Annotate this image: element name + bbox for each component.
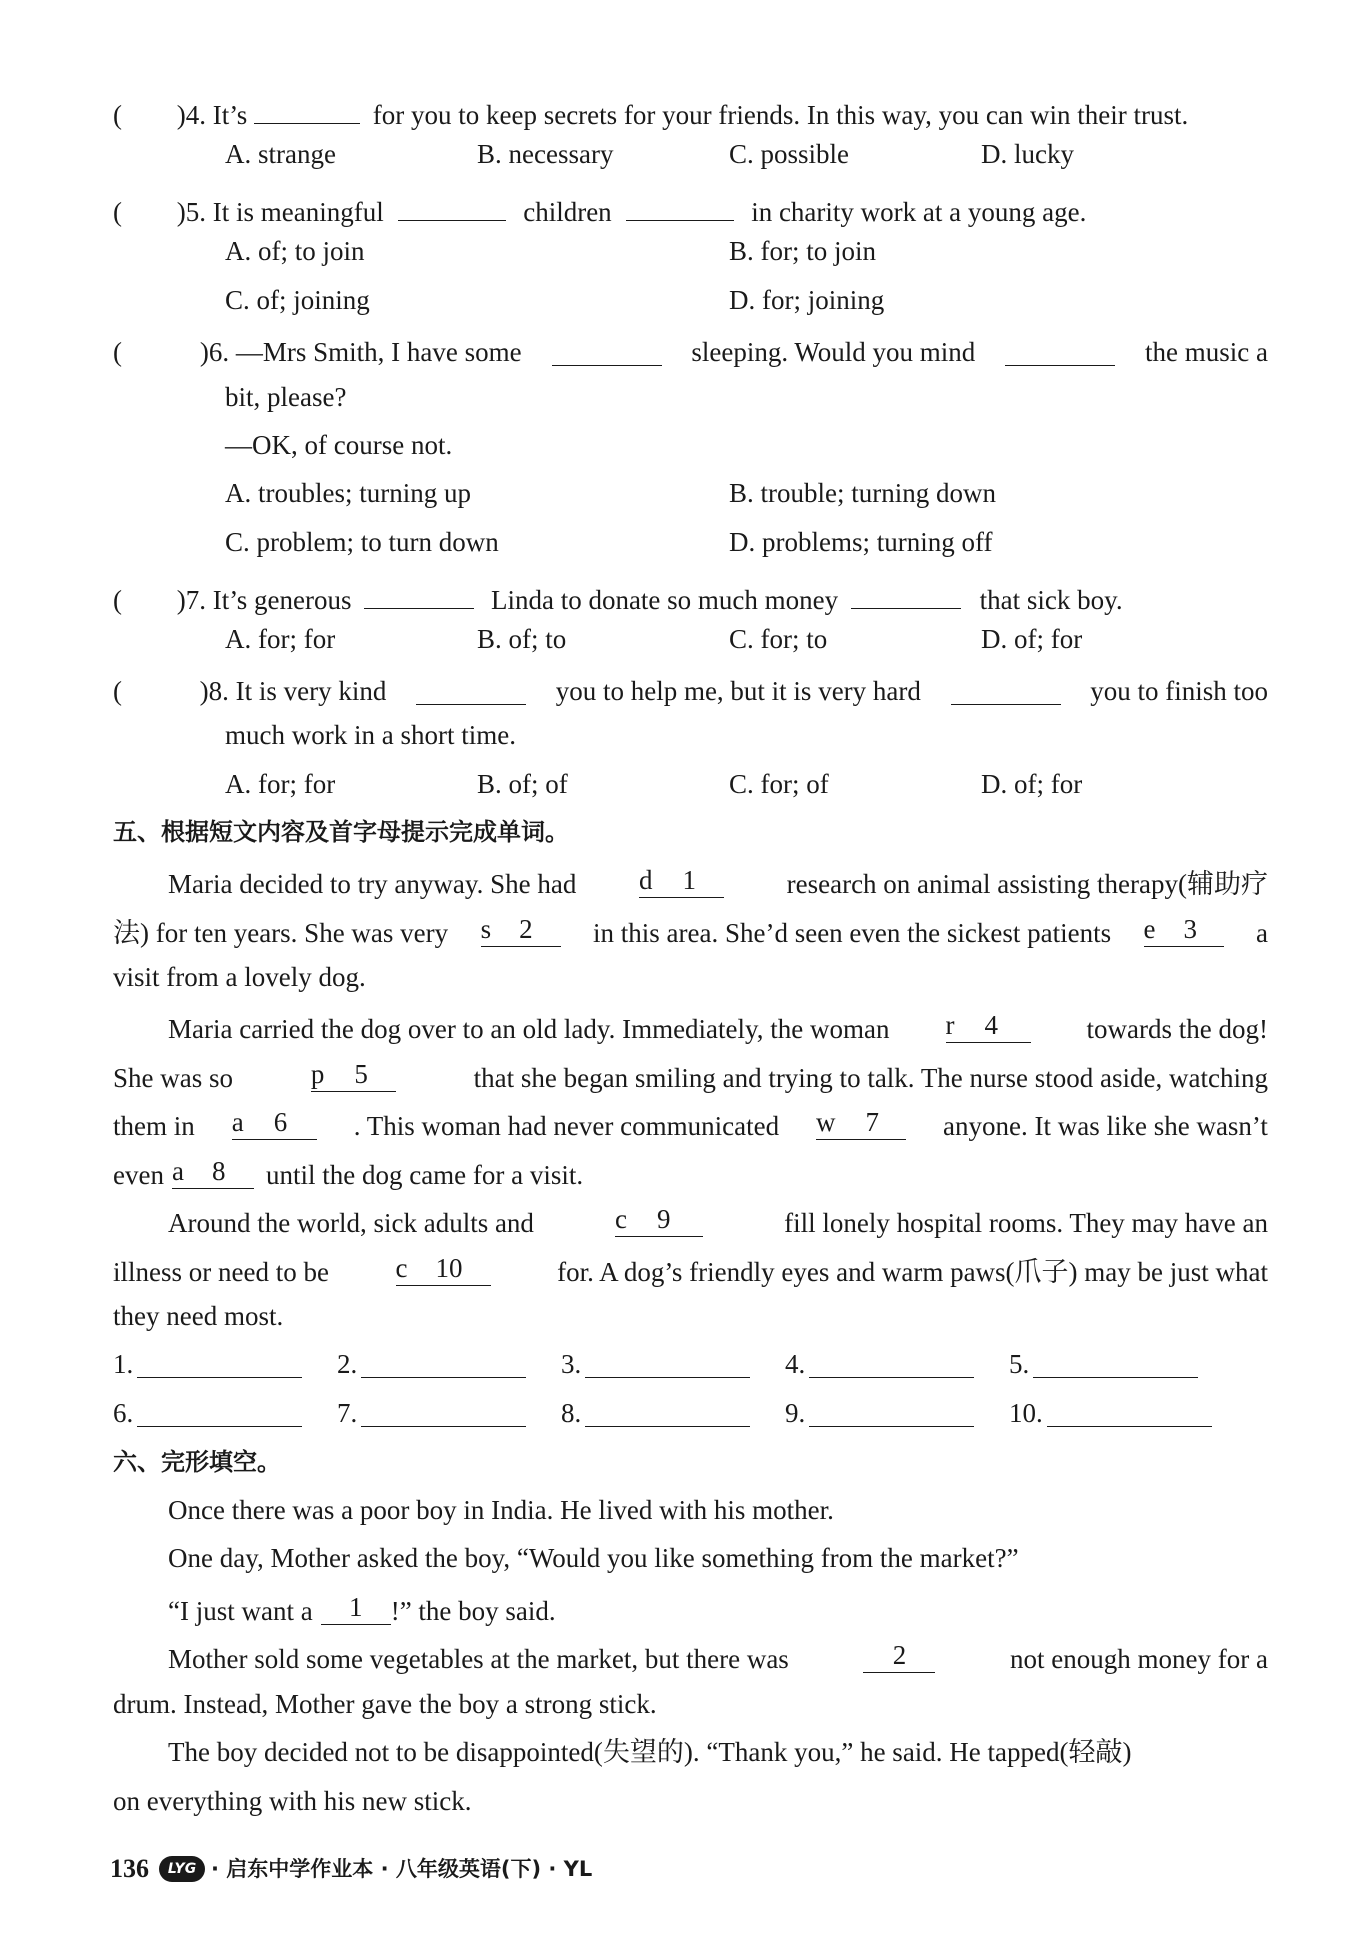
paren-open: ( [113,100,122,130]
question-stem: )8. It is very kind [199,676,387,706]
passage-line [113,1061,1268,1092]
answer-number: 8. [561,1398,582,1428]
passage-line [113,1255,1268,1286]
blank-number: 10 [435,1253,463,1283]
question-stem: )4. It’s [176,100,248,130]
passage-text: anyone. It was like she wasn’t [943,1111,1268,1141]
passage-line: The boy decided not to be disappointed(失望的). “Thank you,” he said. He tapped(轻敲) [168,1737,1132,1767]
answer-slot-6[interactable] [113,1400,302,1427]
option-b: B. necessary [477,139,614,169]
question-5 [113,190,1086,226]
cloze-blank-8[interactable] [172,1158,254,1189]
cloze-blank-2[interactable] [481,916,561,947]
hint-letter: w [816,1107,836,1137]
question-text: the music a [1145,337,1268,367]
passage-text: not enough money for a [1010,1644,1268,1674]
option-a: A. troubles; turning up [225,478,471,508]
question-8-cont: much work in a short time. [225,720,516,750]
passage-text: towards the dog! [1086,1014,1268,1044]
paren-open: ( [113,197,122,227]
option-b: B. for; to join [729,236,876,266]
question-stem: )5. It is meaningful [176,197,384,227]
passage-line [113,1109,1268,1140]
option-d: D. problems; turning off [729,527,993,557]
passage-text: fill lonely hospital rooms. They may have an [784,1208,1268,1238]
option-d: D. of; for [981,769,1083,799]
publisher-logo: LYG [159,1856,205,1882]
passage-text: Maria carried the dog over to an old lady. Immediately, the woman [168,1014,890,1044]
passage-text: until the dog came for a visit. [265,1160,584,1190]
answer-number: 1. [113,1349,134,1379]
passage-line: visit from a lovely dog. [113,962,366,992]
passage-text: Maria decided to try anyway. She had [168,869,577,899]
answer-line[interactable] [809,1400,974,1427]
option-b: B. of; of [477,769,568,799]
paren-open: ( [113,585,122,615]
answer-number: 5. [1009,1349,1030,1379]
passage-line [113,916,1268,947]
passage-text: Mother sold some vegetables at the market, but there was [168,1644,789,1674]
passage-text: them in [113,1111,195,1141]
answer-slot-7[interactable] [337,1400,526,1427]
question-text: that sick boy. [979,585,1123,615]
option-d: D. for; joining [729,285,885,315]
passage-text: a [1255,918,1268,948]
passage-line [168,867,1268,898]
passage-line [168,1594,556,1625]
option-b: B. trouble; turning down [729,478,996,508]
question-text: for you to keep secrets for your friends. In this way, you can win their trust. [372,100,1189,130]
option-a: A. strange [225,139,336,169]
answer-blank[interactable] [552,335,662,366]
blank-number: 9 [657,1204,671,1234]
passage-text: that she began smiling and trying to talk. The nurse stood aside, watching [473,1063,1268,1093]
hint-letter: e [1143,914,1156,944]
passage-line: they need most. [113,1301,284,1331]
cloze-blank-1[interactable] [639,867,724,898]
passage-text: in this area. She’d seen even the sickest patients [593,918,1112,948]
question-text: children [523,197,612,227]
option-a: A. for; for [225,769,336,799]
option-c: C. for; of [729,769,829,799]
question-text: you to help me, but it is very hard [555,676,921,706]
answer-number: 2. [337,1349,358,1379]
passage-line: on everything with his new stick. [113,1786,472,1816]
answer-slot-8[interactable] [561,1400,750,1427]
answer-number: 9. [785,1398,806,1428]
question-text: sleeping. Would you mind [691,337,976,367]
answer-line[interactable] [585,1351,750,1378]
option-c: C. problem; to turn down [225,527,499,557]
hint-letter: a [231,1107,244,1137]
passage-text: !” the boy said. [390,1596,556,1626]
option-d: D. of; for [981,624,1083,654]
cloze-blank-4[interactable] [946,1012,1031,1043]
question-text: in charity work at a young age. [751,197,1087,227]
option-c: C. possible [729,139,850,169]
section-5-heading: 五、根据短文内容及首字母提示完成单词。 [113,818,569,846]
answer-blank[interactable] [416,674,526,705]
answer-slot-1[interactable] [113,1351,302,1378]
passage-text: . This woman had never communicated [353,1111,780,1141]
passage-line [113,1158,583,1189]
answer-number: 7. [337,1398,358,1428]
cloze-blank-7[interactable] [816,1109,906,1140]
blank-number: 4 [984,1010,999,1040]
hint-letter: c [395,1253,408,1283]
cloze-blank-9[interactable] [615,1206,703,1237]
option-d: D. lucky [981,139,1074,169]
blank-number: 3 [1183,914,1198,944]
option-a: A. for; for [225,624,336,654]
passage-text: even [113,1160,164,1190]
answer-number: 6. [113,1398,134,1428]
cloze-blank-10[interactable] [396,1255,491,1286]
blank-number: 5 [354,1059,368,1089]
answer-line[interactable] [137,1351,302,1378]
passage-text: illness or need to be [113,1257,329,1287]
question-7 [113,578,1123,614]
cloze-blank-6[interactable] [232,1109,317,1140]
passage-text: Around the world, sick adults and [168,1208,534,1238]
hint-letter: p [310,1059,325,1089]
passage-text: She was so [113,1063,233,1093]
option-c: C. of; joining [225,285,370,315]
answer-line[interactable] [809,1351,974,1378]
blank-number: 8 [211,1156,226,1186]
blank-number: 1 [348,1592,363,1622]
question-8 [113,674,1268,705]
answer-number: 10. [1009,1398,1043,1428]
blank-number: 2 [519,914,533,944]
blank-number: 1 [682,865,696,895]
passage-text: research on animal assisting therapy(辅助疗 [786,869,1268,899]
cloze-blank-2[interactable] [863,1642,935,1673]
passage-line: drum. Instead, Mother gave the boy a strong stick. [113,1689,657,1719]
cloze-blank-3[interactable] [1144,916,1224,947]
hint-letter: r [945,1010,955,1040]
cloze-blank-1[interactable] [321,1594,391,1625]
answer-line[interactable] [361,1351,526,1378]
passage-line [168,1206,1268,1237]
answer-number: 4. [785,1349,806,1379]
answer-line[interactable] [361,1400,526,1427]
blank-number: 2 [892,1640,907,1670]
paren-open: ( [113,337,122,367]
question-stem: )7. It’s generous [176,585,352,615]
option-c: C. for; to [729,624,828,654]
answer-slot-3[interactable] [561,1351,750,1378]
blank-number: 6 [273,1107,288,1137]
question-4 [113,93,1188,129]
answer-slot-2[interactable] [337,1351,526,1378]
passage-line: Once there was a poor boy in India. He lived with his mother. [168,1495,834,1525]
question-stem: )6. —Mrs Smith, I have some [199,337,522,367]
section-6-heading: 六、完形填空。 [113,1448,281,1476]
paren-open: ( [113,676,122,706]
option-a: A. of; to join [225,236,365,266]
page-number: 136 [110,1854,149,1883]
cloze-blank-5[interactable] [311,1061,396,1092]
page-footer [110,1856,592,1882]
passage-line [168,1642,1268,1673]
option-b: B. of; to [477,624,567,654]
book-title: · 启东中学作业本 · 八年级英语(下) · YL [211,1856,593,1881]
answer-blank[interactable] [626,190,734,221]
blank-number: 7 [865,1107,880,1137]
passage-text: 法) for ten years. She was very [113,918,449,948]
question-text: Linda to donate so much money [490,585,839,615]
question-6-reply: —OK, of course not. [225,430,453,460]
question-6-cont: bit, please? [225,382,347,412]
answer-blank[interactable] [1005,335,1115,366]
passage-text: “I just want a [168,1596,313,1626]
answer-slot-4[interactable] [785,1351,974,1378]
answer-blank[interactable] [951,674,1061,705]
passage-line: One day, Mother asked the boy, “Would you like something from the market?” [168,1543,1019,1573]
answer-blank[interactable] [364,578,474,609]
answer-line[interactable] [137,1400,302,1427]
answer-line[interactable] [1033,1351,1198,1378]
passage-line [168,1012,1268,1043]
answer-line[interactable] [1047,1400,1212,1427]
answer-line[interactable] [585,1400,750,1427]
answer-slot-5[interactable] [1009,1351,1198,1378]
hint-letter: c [615,1204,627,1234]
answer-slot-9[interactable] [785,1400,974,1427]
question-6 [113,335,1268,366]
answer-number: 3. [561,1349,582,1379]
question-text: you to finish too [1090,676,1268,706]
hint-letter: a [171,1156,184,1186]
answer-slot-10[interactable] [1009,1400,1212,1427]
answer-blank[interactable] [398,190,506,221]
hint-letter: d [639,865,653,895]
hint-letter: s [480,914,492,944]
answer-blank[interactable] [851,578,961,609]
answer-blank[interactable] [254,93,360,124]
passage-text: for. A dog’s friendly eyes and warm paws(爪子) may be just what [557,1257,1268,1287]
